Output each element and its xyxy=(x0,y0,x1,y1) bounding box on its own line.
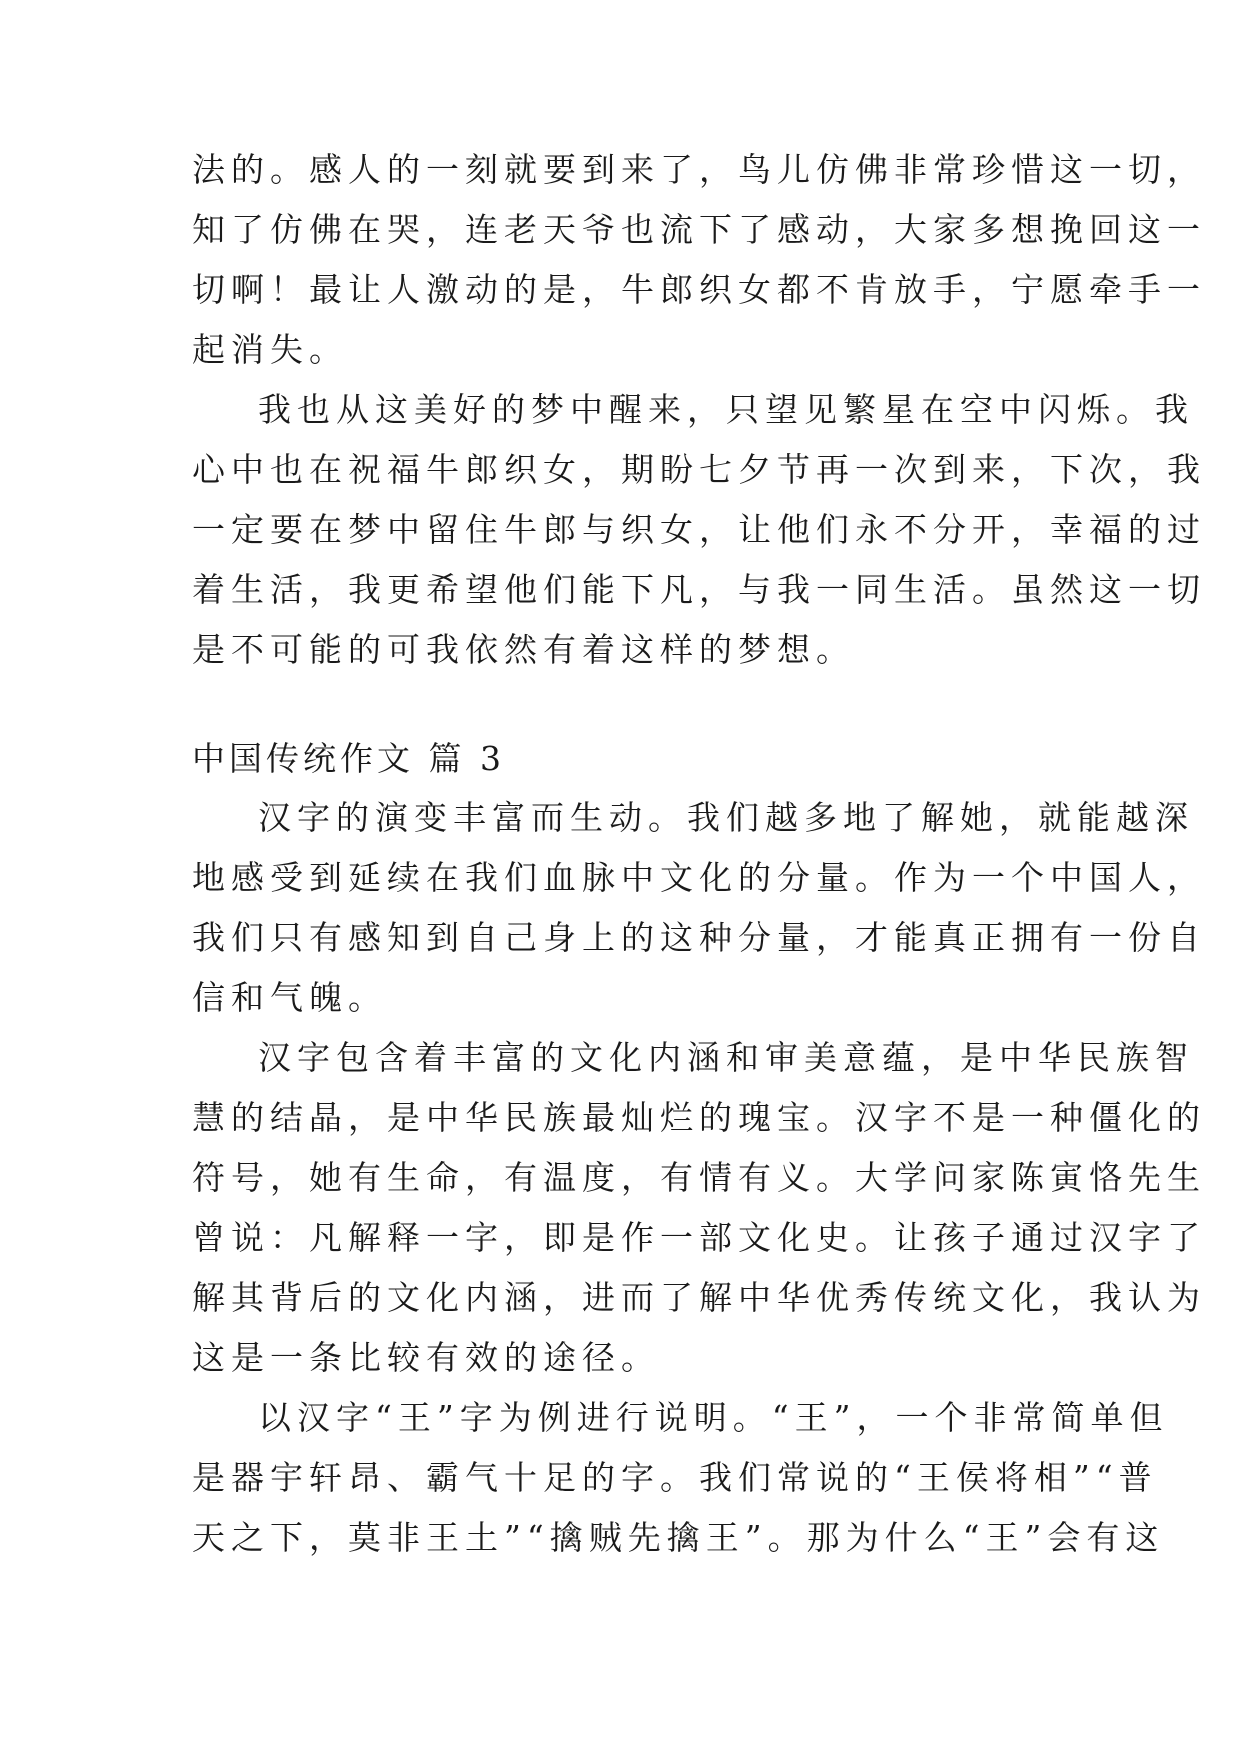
paragraph-line: 地感受到延续在我们血脉中文化的分量。作为一个中国人， xyxy=(192,858,1206,897)
document-body xyxy=(192,140,1206,1568)
paragraph-3 xyxy=(192,788,1206,1028)
paragraph-line: 天之下，莫非王土”“擒贼先擒王”。那为什么“王”会有这 xyxy=(192,1518,1165,1557)
paragraph-line: 切啊！最让人激动的是，牛郎织女都不肯放手，宁愿牵手一 xyxy=(192,270,1206,309)
paragraph-2 xyxy=(192,380,1206,680)
paragraph-5 xyxy=(192,1388,1169,1568)
section-spacer xyxy=(192,680,1062,730)
paragraph-line: 符号，她有生命，有温度，有情有义。大学问家陈寅恪先生 xyxy=(192,1158,1206,1197)
paragraph-line: 汉字的演变丰富而生动。我们越多地了解她，就能越深 xyxy=(258,798,1194,837)
paragraph-line: 一定要在梦中留住牛郎与织女，让他们永不分开，幸福的过 xyxy=(192,510,1206,549)
paragraph-line: 信和气魄。 xyxy=(192,978,387,1017)
paragraph-line: 我也从这美好的梦中醒来，只望见繁星在空中闪烁。我 xyxy=(258,390,1194,429)
paragraph-line: 知了仿佛在哭，连老天爷也流下了感动，大家多想挽回这一 xyxy=(192,210,1206,249)
paragraph-line: 我们只有感知到自己身上的这种分量，才能真正拥有一份自 xyxy=(192,918,1206,957)
paragraph-line: 以汉字“王”字为例进行说明。“王”，一个非常简单但 xyxy=(258,1398,1169,1437)
paragraph-line: 解其背后的文化内涵，进而了解中华优秀传统文化，我认为 xyxy=(192,1278,1206,1317)
paragraph-line: 是器宇轩昂、霸气十足的字。我们常说的“王侯将相”“普 xyxy=(192,1458,1158,1497)
paragraph-1 xyxy=(192,140,1206,380)
paragraph-line: 着生活，我更希望他们能下凡，与我一同生活。虽然这一切 xyxy=(192,570,1206,609)
paragraph-line: 起消失。 xyxy=(192,330,348,369)
paragraph-line: 曾说：凡解释一字，即是作一部文化史。让孩子通过汉字了 xyxy=(192,1218,1206,1257)
paragraph-line: 这是一条比较有效的途径。 xyxy=(192,1338,660,1377)
paragraph-line: 法的。感人的一刻就要到来了，鸟儿仿佛非常珍惜这一切， xyxy=(192,150,1206,189)
paragraph-line: 心中也在祝福牛郎织女，期盼七夕节再一次到来，下次，我 xyxy=(192,450,1206,489)
paragraph-line: 是不可能的可我依然有着这样的梦想。 xyxy=(192,630,855,669)
section-heading: 中国传统作文 篇 3 xyxy=(192,739,505,778)
paragraph-4 xyxy=(192,1028,1206,1388)
paragraph-line: 汉字包含着丰富的文化内涵和审美意蕴，是中华民族智 xyxy=(258,1038,1194,1077)
paragraph-line: 慧的结晶，是中华民族最灿烂的瑰宝。汉字不是一种僵化的 xyxy=(192,1098,1206,1137)
